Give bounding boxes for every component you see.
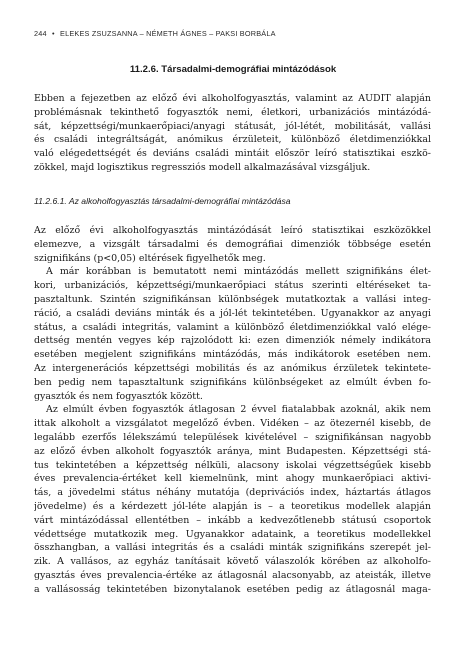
text-line: ben pedig nem tapasztaltunk szignifikáns különbségeket az elmúlt évben fo-: [34, 376, 431, 388]
paragraph-2: [34, 265, 431, 403]
text-line: szignifikáns (p<0,05) eltérések figyelhetők meg.: [34, 252, 266, 264]
text-line: gyasztók és nem fogyasztók között.: [34, 390, 203, 402]
text-line: zik. A vallásos, az egyház tanításait követő válaszolók körében az alkoholfo-: [34, 556, 431, 568]
paragraph-1: [34, 224, 431, 265]
text-line: várt mintázódással ellentétben – inkább a kedvezőtlenebb státusú csoportok: [34, 514, 431, 526]
text-line: és családi integráltságát, anómikus érzületeit, különböző életdimenziókkal: [34, 134, 431, 146]
text-line: problémásnak tekinthető fogyasztók nemi, életkori, urbanizációs mintázódá-: [34, 106, 431, 118]
text-line: sát, képzettségi/munkaerőpiaci/anyagi státusát, jól-létét, mobilitását, vallási: [34, 120, 431, 132]
text-line: a vallásosság tekintetében bizonytalanok esetében pedig az átlagosnál maga-: [34, 583, 431, 595]
text-line: esetében megjelent szignifikáns mintázódás, más indikátorok esetében nem.: [34, 349, 431, 361]
text-line: gyasztás éves prevalencia-értéke az átlagosnál alacsonyabb, az ateisták, illetve: [34, 569, 431, 581]
text-line: dettség mentén vegyes kép rajzolódott ki: ezen dimenziók némely indikátora: [34, 335, 431, 347]
text-line: tus tekintetében a képzettség nélküli, alacsony iskolai végzettségűek kisebb: [34, 459, 431, 471]
text-line: elemezve, a vizsgált társadalmi és demográfiai dimenziók többsége esetén: [34, 238, 431, 250]
paragraph-3: [34, 403, 431, 596]
running-head-separator: •: [52, 29, 55, 38]
text-line: pasztaltunk. Szintén szignifikánsan különbségek mutatkoztak a vallási integ-: [34, 293, 431, 305]
text-line: összhangban, a vallási integritás és a családi minták szignifikáns szerepét jel-: [34, 542, 431, 554]
text-line: kori, urbanizációs, képzettségi/munkaerőpiaci státus szerinti eltéréseket ta-: [34, 280, 431, 292]
text-line: tás, a jövedelmi státus néhány mutatója (deprivációs index, háztartás átlagos: [34, 487, 431, 499]
text-line: Az elmúlt évben fogyasztók átlagosan 2 évvel fiatalabbak azoknál, akik nem: [46, 404, 431, 416]
text-line: legalább ezerfős lélekszámú települések kivételével – szignifikánsan nagyobb: [34, 431, 431, 443]
text-line: ittak alkoholt a vizsgálatot megelőző évben. Vidéken – az ötezernél kisebb, de: [34, 418, 431, 430]
text-line: jövedelme) és a kérdezett jól-léte alapján is – a teoretikus modellek alapján: [34, 500, 431, 512]
text-line: A már korábban is bemutatott nemi mintázódás mellett szignifikáns élet-: [46, 266, 431, 278]
text-line: való elégedettségét és deviáns családi mintáit először leíró statisztikai eszkö-: [34, 148, 431, 160]
text-line: Ebben a fejezetben az előző évi alkoholfogyasztás, valamint az AUDIT alapján: [34, 93, 431, 104]
running-head-authors: ELEKES ZSUZSANNA – NÉMETH ÁGNES – PAKSI BORBÁLA: [60, 29, 276, 38]
text-line: éves prevalencia-értéket kell kiemelnünk, mint ahogy munkaerőpiaci aktivi-: [34, 473, 431, 485]
section-title: 11.2.6. Társadalmi-demográfiai mintázódások: [129, 64, 337, 75]
text-line: Az előző évi alkoholfogyasztás mintázódását leíró statisztikai eszközökkel: [34, 225, 431, 236]
text-line: Az intergenerációs képzettségi mobilitás és az anómikus érzületek tekintete-: [34, 362, 431, 374]
text-line: ráció, a családi deviáns minták és a jól-lét tekintetében. Ugyanakkor az anyagi: [34, 307, 431, 319]
running-head: [34, 29, 276, 38]
intro-paragraph: [34, 92, 431, 175]
page-number: 244: [34, 29, 47, 38]
subsection-title: 11.2.6.1. Az alkoholfogyasztás társadalmi-demográfiai mintázódása: [34, 196, 291, 206]
text-line: zökkel, majd logisztikus regressziós modell alkalmazásával vizsgáljuk.: [34, 161, 371, 173]
text-line: védettsége mutatkozik meg. Ugyanakkor adataink, a teoretikus modellekkel: [34, 528, 431, 540]
text-line: az előző évben alkoholt fogyasztók aránya, mint Budapesten. Képzettségi stá-: [34, 445, 431, 457]
text-line: státus, a családi integritás, valamint a különböző életdimenziókkal való elége-: [34, 321, 431, 333]
